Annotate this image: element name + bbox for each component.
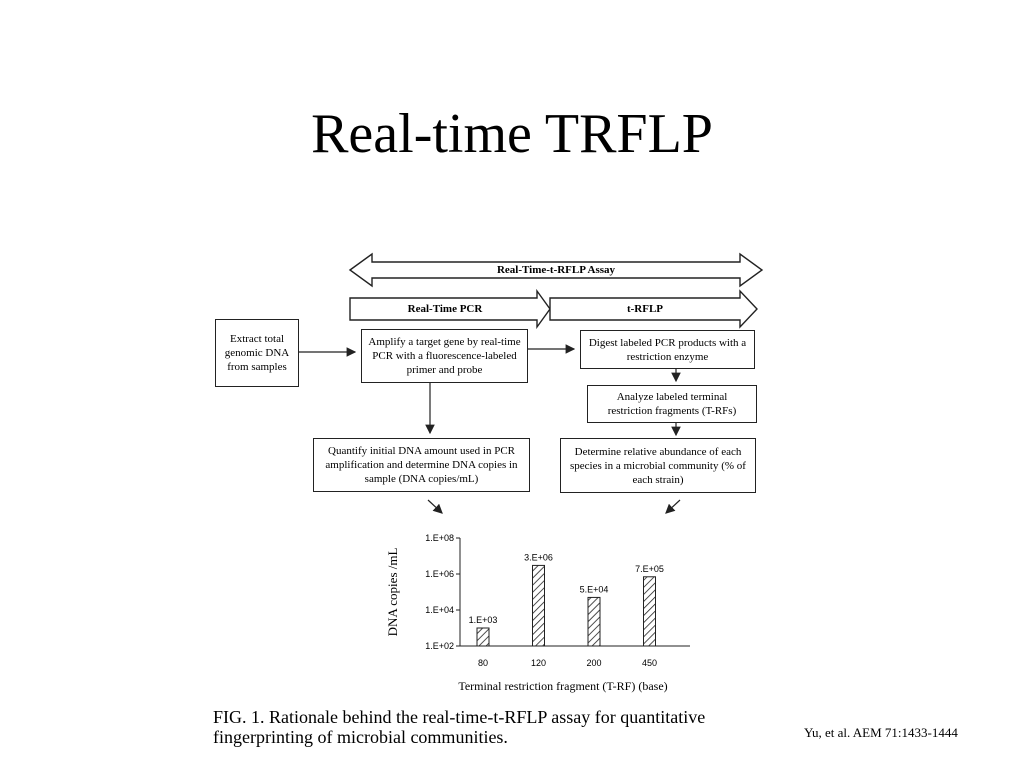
analyze-trfs-box: Analyze labeled terminal restriction fragments (T-RFs) xyxy=(587,385,757,423)
bar-data-label: 5.E+04 xyxy=(579,584,609,595)
relative-abundance-box: Determine relative abundance of each species in a microbial community (% of each strain) xyxy=(560,438,756,493)
x-tick-label: 450 xyxy=(641,658,658,668)
trflp-label: t-RFLP xyxy=(626,303,664,315)
assay-label: Real-Time-t-RFLP Assay xyxy=(496,264,616,276)
bar xyxy=(644,577,656,646)
bar xyxy=(588,597,600,646)
figure-caption: FIG. 1. Rationale behind the real-time-t-RFLP assay for quantitative fingerprinting of microbial communities. xyxy=(213,707,706,747)
y-axis-title: DNA copies /mL xyxy=(385,547,400,637)
x-axis-title: Terminal restriction fragment (T-RF) (base) xyxy=(458,679,668,693)
bar-data-label: 3.E+06 xyxy=(524,552,553,563)
bar xyxy=(477,628,489,646)
y-tick-label: 1.E+08 xyxy=(425,533,454,543)
digest-products-box: Digest labeled PCR products with a restriction enzyme xyxy=(580,330,755,369)
amplify-gene-box: Amplify a target gene by real-time PCR with a fluorescence-labeled primer and probe xyxy=(361,329,528,383)
bar xyxy=(533,565,545,646)
y-tick-label: 1.E+06 xyxy=(425,569,454,579)
x-tick-label: 80 xyxy=(477,658,489,668)
bar-data-label: 7.E+05 xyxy=(635,563,664,574)
y-tick-label: 1.E+04 xyxy=(425,605,454,615)
bar-data-label: 1.E+03 xyxy=(468,615,498,625)
slide-title: Real-time TRFLP xyxy=(311,103,713,165)
pcr-label: Real-Time PCR xyxy=(407,303,483,315)
citation: Yu, et al. AEM 71:1433-1444 xyxy=(804,725,958,740)
extract-dna-box: Extract total genomic DNA from samples xyxy=(215,319,299,387)
y-tick-label: 1.E+02 xyxy=(425,641,454,651)
quantify-dna-box: Quantify initial DNA amount used in PCR amplification and determine DNA copies in sample (DNA copies/mL) xyxy=(313,438,530,492)
x-tick-label: 200 xyxy=(586,658,602,668)
x-tick-label: 120 xyxy=(530,658,547,668)
